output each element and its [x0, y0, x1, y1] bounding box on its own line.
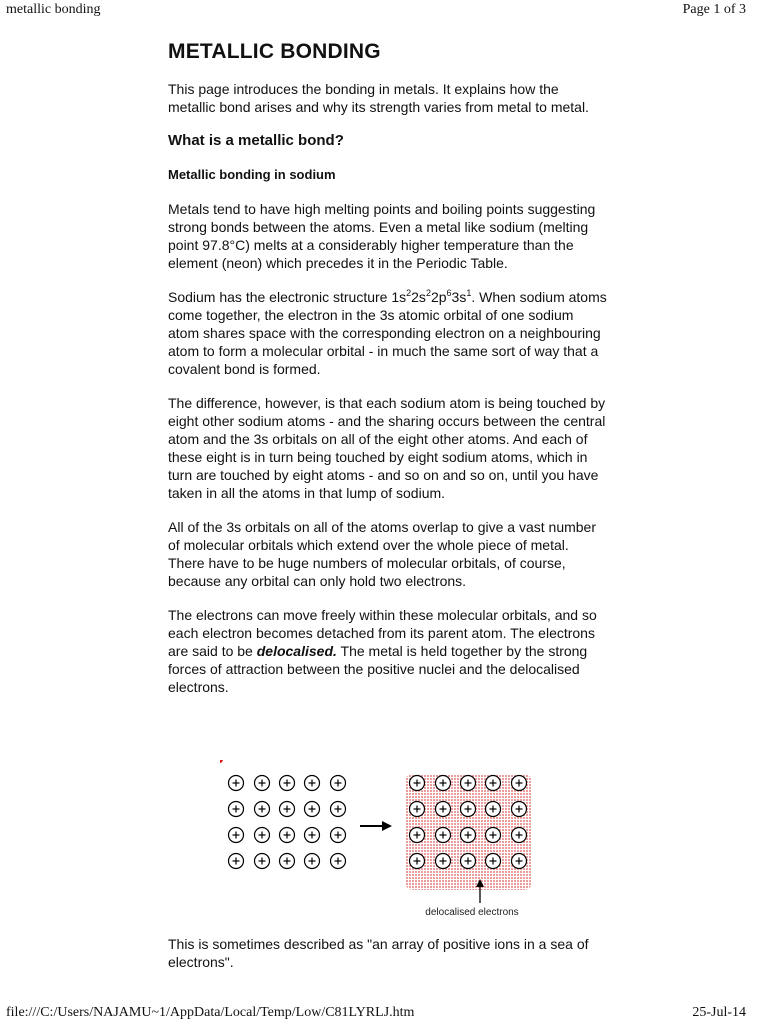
- sodium-ion: [512, 776, 527, 791]
- delocalised-text-rest: The metal is held together by the strong forces of attraction between the positive nuclei and the delocalised electrons.: [168, 643, 588, 695]
- paragraph-eight-neighbours: The difference, however, is that each sodium atom is being touched by eight other sodium atoms - and the sharing occurs between the central atom and the 3s orbitals on all of the eight other atoms. And each of these eight is in turn being touched by eight sodium atoms, which in turn are touched by eight atoms - and so on and so on, until you have taken in all the atoms in that lump of sodium.: [168, 395, 606, 501]
- sodium-ion: [410, 802, 425, 817]
- diagram-canvas: [220, 760, 540, 920]
- paragraph-melting-points: Metals tend to have high melting points and boiling points suggesting strong bonds between the atoms. Even a metal like sodium (melting point 97.8°C) melts at a considerably higher temperature than the element (neon) which precedes it in the Periodic Table.: [168, 201, 596, 271]
- sodium-ion: [410, 776, 425, 791]
- sodium-ion: [305, 854, 320, 869]
- superscript: 6: [446, 288, 452, 298]
- paragraph-molecular-orbitals: All of the 3s orbitals on all of the atoms overlap to give a vast number of molecular orbitals which extend over the whole piece of metal. There have to be huge numbers of molecular orbitals, of course, because any orbital can only hold two electrons.: [168, 519, 597, 589]
- metallic-bond-diagram: [220, 760, 540, 920]
- localised-atom-lattice: [220, 760, 346, 869]
- sodium-ion: [331, 828, 346, 843]
- delocalised-text: The electrons can move freely within these molecular orbitals, and so each electron becomes detached from its parent atom. The electrons are said to be: [168, 607, 597, 659]
- paragraph-delocalised: [168, 606, 608, 696]
- electronic-structure-text-rest: . When sodium atoms come together, the electron in the 3s atomic orbital of one sodium atom shares space with the corresponding electron on a neighbouring atom to form a molecular orbital - in much the same sort of way that a covalent bond is formed.: [168, 289, 607, 377]
- sodium-ion: [280, 776, 295, 791]
- subsection-title: Metallic bonding in sodium: [168, 167, 336, 182]
- orbital-label: 3s: [451, 289, 467, 305]
- sodium-ion: [436, 776, 451, 791]
- sodium-ion: [255, 802, 270, 817]
- sodium-ion: [436, 854, 451, 869]
- sodium-ion: [229, 828, 244, 843]
- article-title: METALLIC BONDING: [168, 40, 381, 63]
- header-page-number: Page 1 of 3: [682, 2, 746, 17]
- paragraph-electronic-structure: [168, 288, 608, 378]
- sodium-ion: [486, 802, 501, 817]
- sodium-ion: [331, 776, 346, 791]
- article: [168, 40, 608, 712]
- sodium-ion: [410, 854, 425, 869]
- sodium-ion: [331, 802, 346, 817]
- sodium-ion: [305, 802, 320, 817]
- orbital-label: 2p: [430, 289, 447, 305]
- sodium-ion: [486, 776, 501, 791]
- sodium-ion: [255, 828, 270, 843]
- sodium-ion: [305, 776, 320, 791]
- delocalised-electrons-label: delocalised electrons: [425, 907, 519, 918]
- sodium-ion: [461, 854, 476, 869]
- intro-paragraph: This page introduces the bonding in metals. It explains how the metallic bond arises and why its strength varies from metal to metal.: [168, 81, 589, 115]
- sodium-ion: [461, 828, 476, 843]
- superscript: 1: [466, 288, 472, 298]
- sodium-ion: [229, 854, 244, 869]
- superscript: 2: [406, 288, 412, 298]
- sodium-ion: [410, 828, 425, 843]
- sodium-ion: [229, 802, 244, 817]
- sodium-ion: [461, 776, 476, 791]
- footer-file-path: file:///C:/Users/NAJAMU~1/AppData/Local/Temp/Low/C81LYRLJ.htm: [6, 1005, 415, 1020]
- header-page-title: metallic bonding: [6, 2, 101, 17]
- sodium-ion: [512, 828, 527, 843]
- sodium-ion: [486, 828, 501, 843]
- section-title: What is a metallic bond?: [168, 132, 344, 149]
- sodium-ion: [436, 828, 451, 843]
- sodium-ion: [280, 802, 295, 817]
- delocalised-emphasis: delocalised.: [256, 643, 337, 659]
- orbital-label: 2s: [411, 289, 426, 305]
- sodium-ion: [255, 854, 270, 869]
- sodium-ion: [486, 854, 501, 869]
- sodium-ion: [512, 802, 527, 817]
- sodium-ion: [436, 802, 451, 817]
- superscript: 2: [425, 288, 431, 298]
- sodium-ion: [280, 828, 295, 843]
- sodium-ion: [305, 828, 320, 843]
- sodium-ion: [331, 854, 346, 869]
- caption-paragraph: This is sometimes described as "an array of positive ions in a sea of electrons".: [168, 936, 589, 970]
- electronic-structure-text: Sodium has the electronic structure 1s: [168, 289, 407, 305]
- sodium-ion: [280, 854, 295, 869]
- electron: [220, 760, 223, 763]
- sodium-ion: [512, 854, 527, 869]
- sodium-ion: [255, 776, 270, 791]
- transform-arrow: [360, 821, 392, 831]
- footer-date: 25-Jul-14: [692, 1005, 746, 1020]
- sodium-ion: [461, 802, 476, 817]
- sodium-ion: [229, 776, 244, 791]
